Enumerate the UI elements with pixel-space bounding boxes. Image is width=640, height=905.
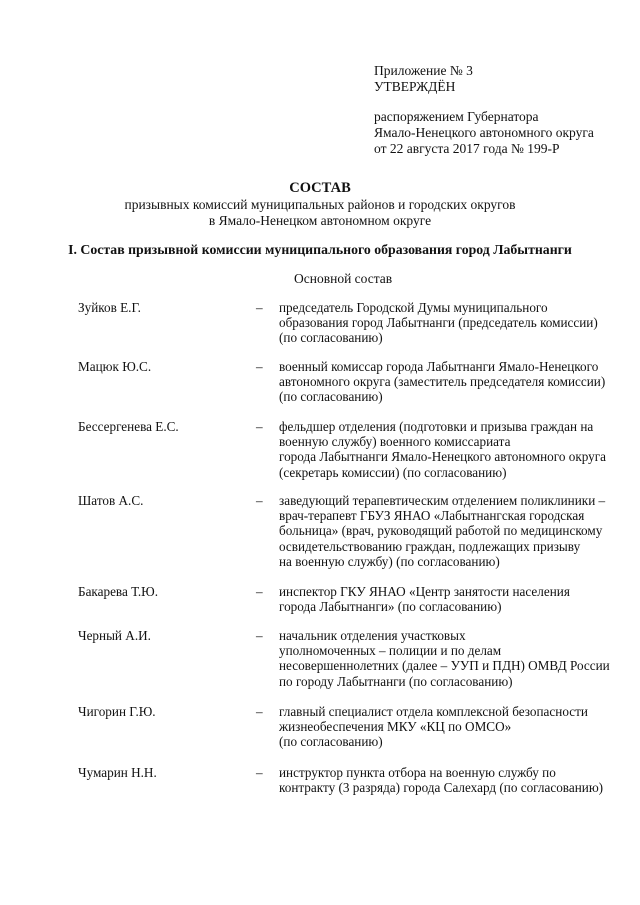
approval-header <box>374 63 594 157</box>
role-line: главный специалист отдела комплексной безопасности <box>279 704 588 719</box>
role-line: несовершеннолетних (далее – УУП и ПДН) ОМВД России <box>279 658 610 674</box>
section-heading: I. Состав призывной комиссии муниципального образования город Лабытнанги <box>68 242 572 257</box>
member-name: Черный А.И. <box>78 628 151 643</box>
role-line: жизнеобеспечения МКУ «КЦ по ОМСО» <box>279 719 512 735</box>
role-line: инспектор ГКУ ЯНАО «Центр занятости населения <box>279 584 570 599</box>
dash-separator: – <box>256 493 263 508</box>
member-role <box>279 359 609 405</box>
member-name: Бессергенева Е.С. <box>78 419 179 434</box>
dash-separator: – <box>256 704 263 719</box>
role-line: врач-терапевт ГБУЗ ЯНАО «Лабытнангская городская <box>279 508 585 524</box>
document-subtitle <box>0 197 640 229</box>
member-role <box>279 765 609 795</box>
role-line: города Лабытнанги» (по согласованию) <box>279 599 502 615</box>
role-line: уполномоченных – полиции и по делам <box>279 643 502 659</box>
dash-separator: – <box>256 628 263 643</box>
role-line: освидетельствованию граждан, подлежащих призыву <box>279 538 581 554</box>
member-role <box>279 704 609 750</box>
dash-separator: – <box>256 359 263 374</box>
member-name: Зуйков Е.Г. <box>78 300 141 315</box>
dash-separator: – <box>256 419 263 434</box>
role-line: по городу Лабытнанги (по согласованию) <box>279 673 513 689</box>
role-line: больница» (врач, руководящий работой по медицинскому <box>279 523 603 539</box>
appendix-number: Приложение № 3 <box>374 63 473 78</box>
subtitle-line: в Ямало-Ненецком автономном округе <box>208 213 432 228</box>
role-line: на военную службу) (по согласованию) <box>279 553 500 569</box>
member-role <box>279 300 609 346</box>
member-role <box>279 628 609 689</box>
role-line: города Лабытнанги Ямало-Ненецкого автономного округа <box>279 449 607 465</box>
document-title: СОСТАВ <box>289 180 351 196</box>
role-line: заведующий терапевтическим отделением поликлиники – <box>279 493 606 508</box>
subtitle-line: призывных комиссий муниципальных районов и городских округов <box>124 197 516 212</box>
subsection-heading: Основной состав <box>294 271 393 286</box>
dash-separator: – <box>256 584 263 599</box>
role-line: военный комиссар города Лабытнанги Ямало-Ненецкого <box>279 359 599 374</box>
order-line: от 22 августа 2017 года № 199-Р <box>374 141 560 156</box>
role-line: инструктор пункта отбора на военную службу по <box>279 765 556 780</box>
member-role <box>279 584 609 614</box>
role-line: (секретарь комиссии) (по согласованию) <box>279 464 507 480</box>
member-role <box>279 419 609 480</box>
role-line: фельдшер отделения (подготовки и призыва граждан на <box>279 419 594 434</box>
role-line: председатель Городской Думы муниципального <box>279 300 548 315</box>
role-line: контракту (3 разряда) города Салехард (по согласованию) <box>279 780 604 796</box>
dash-separator: – <box>256 765 263 780</box>
member-name: Чигорин Г.Ю. <box>78 704 156 719</box>
dash-separator: – <box>256 300 263 315</box>
order-line: распоряжением Губернатора <box>374 109 539 124</box>
role-line: (по согласованию) <box>279 330 383 346</box>
role-line: образования город Лабытнанги (председатель комиссии) <box>279 315 598 331</box>
member-name: Бакарева Т.Ю. <box>78 584 159 599</box>
member-name: Шатов А.С. <box>78 493 144 508</box>
role-line: автономного округа (заместитель председателя комиссии) <box>279 374 606 390</box>
member-name: Мацюк Ю.С. <box>78 359 152 374</box>
role-line: (по согласованию) <box>279 734 383 750</box>
role-line: начальник отделения участковых <box>279 628 466 643</box>
member-name: Чумарин Н.Н. <box>78 765 157 780</box>
approved-stamp-text: УТВЕРЖДЁН <box>374 79 456 94</box>
role-line: (по согласованию) <box>279 389 383 405</box>
order-line: Ямало-Ненецкого автономного округа <box>374 125 594 140</box>
member-role <box>279 493 609 569</box>
role-line: военную службу) военного комиссариата <box>279 434 511 450</box>
